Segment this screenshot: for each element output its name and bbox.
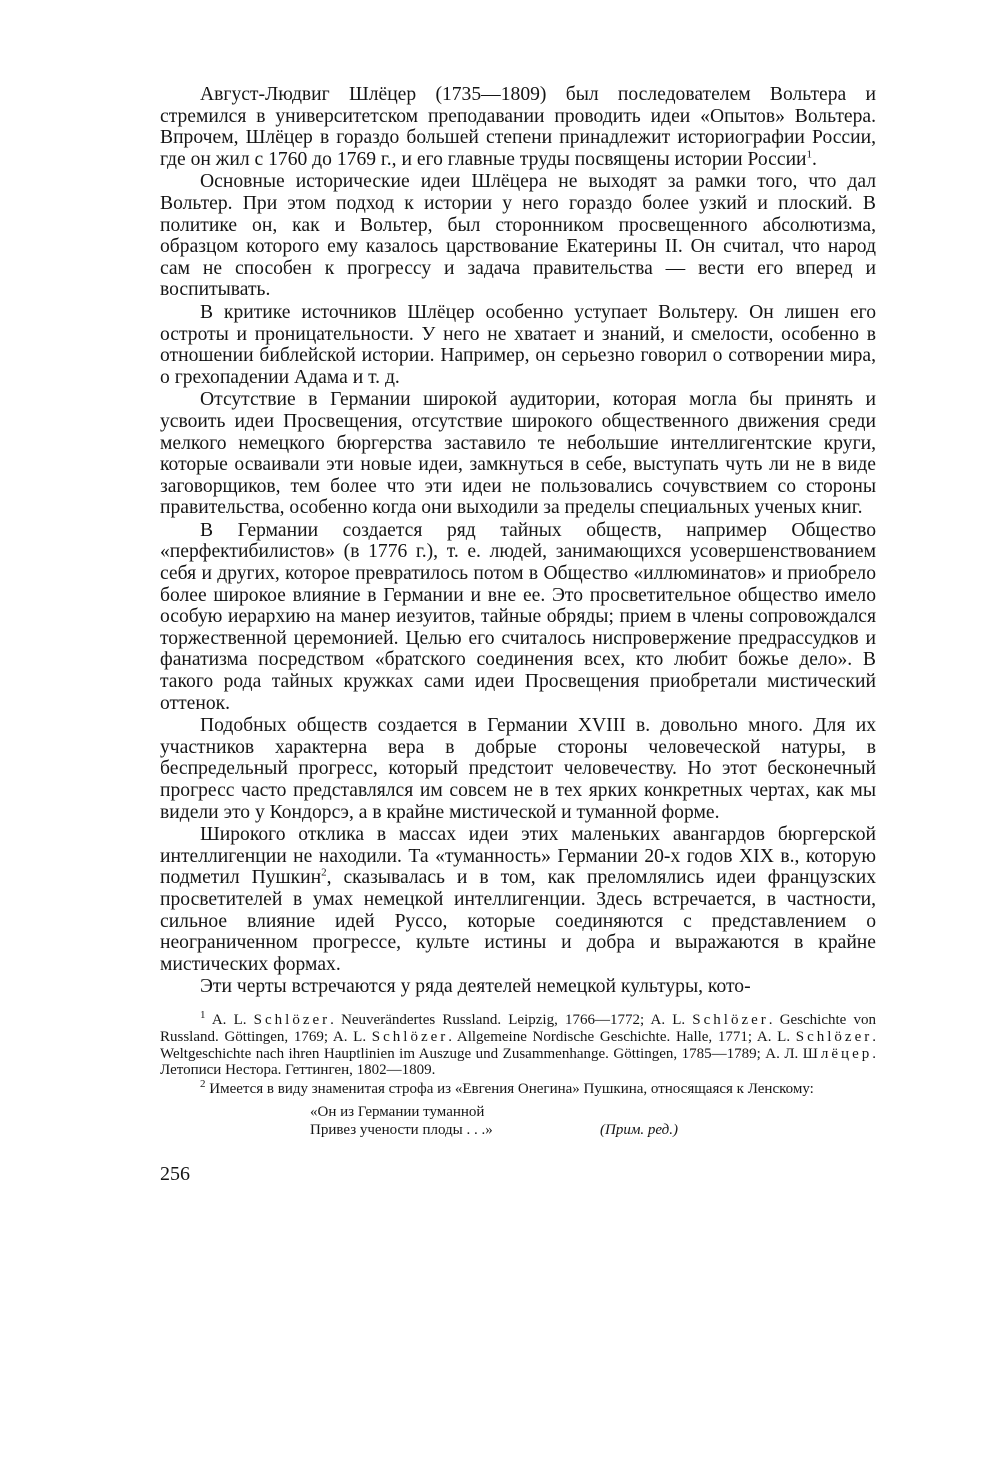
footnote-ref-1: 1: [806, 148, 813, 161]
footnote-1-mark: 1: [200, 1008, 206, 1021]
footnote-1-part: . Allgemeine Nordische Geschichte. Halle, 1771; A. L.: [448, 1028, 796, 1045]
verse-line-1: «Он из Германии туманной: [310, 1103, 485, 1120]
paragraph-7-text: Широкого отклика в массах идеи этих маленьких авангардов бюргерской интеллигенции не находили. Та «туманность» Германии 20-х годов XIX в., которую подметил Пушкин: [160, 824, 876, 889]
paragraph-1-text: Август-Людвиг Шлёцер (1735—1809) был последователем Вольтера и стремился в университетском преподавании проводить идеи «Опытов» Вольтера. Впрочем, Шлёцер в гораздо большей степени принадлежит историографии России, где он жил с 1760 до 1769 г., и его главные труды посвящены истории России: [160, 84, 876, 170]
author-name: Schlözer: [795, 1028, 873, 1045]
author-name: Schlözer: [253, 1011, 331, 1028]
footnote-2: [160, 1078, 876, 1098]
verse-line-2: Привез учености плоды . . .»: [310, 1121, 493, 1138]
footnote-1-part: . Weltgeschichte nach ihren Hauptlinien im Auszuge und Zusammenhange. Göttingen, 1785—1789; А. Л.: [160, 1028, 876, 1062]
paragraph-1: [160, 84, 876, 170]
paragraph-2: Основные исторические идеи Шлёцера не выходят за рамки того, что дал Вольтер. При этом подход к истории у него гораздо более узкий и плоский. В политике он, как и Вольтер, был сторонником просвещенного абсолютизма, образцом которого ему казалось царствование Екатерины II. Он считал, что народ сам не способен к прогрессу и задача правительства — вести его вперед и воспитывать.: [160, 171, 876, 301]
body-text: [160, 84, 876, 998]
footnote-1-part: . Neuverändertes Russland. Leipzig, 1766—1772; A. L.: [330, 1011, 693, 1028]
footnote-2-text: Имеется в виду знаменитая строфа из «Евгения Онегина» Пушкина, относящаяся к Ленскому:: [209, 1081, 814, 1098]
page: [160, 84, 876, 1185]
editor-note: (Прим. ред.): [600, 1121, 679, 1138]
footnote-1-part: . Geschichte von Russland. Göttingen, 1769; A. L.: [160, 1011, 876, 1045]
footnote-ref-2: 2: [321, 866, 327, 879]
author-name: Schlözer: [371, 1028, 449, 1045]
footnote-1: [160, 1008, 876, 1079]
paragraph-1-end: .: [812, 148, 817, 170]
author-name: Шлёцер: [802, 1045, 873, 1062]
paragraph-8: Эти черты встречаются у ряда деятелей немецкой культуры, кото-: [200, 976, 751, 998]
page-number: 256: [160, 1162, 190, 1185]
footnote-1-part: . Летописи Нестора. Геттинген, 1802—1809.: [160, 1045, 876, 1079]
paragraph-5: В Германии создается ряд тайных обществ, например Общество «перфектибилистов» (в 1776 г.), т. е. людей, занимающихся усовершенствованием себя и других, которое превратилось потом в Общество «иллюминатов» и приобрело более широкое влияние в Германии и вне ее. Это просветительное общество имело особую иерархию на манер иезуитов, тайные обряды; прием в члены сопровождался торжественной церемонией. Целью его считалось ниспровержение предрассудков и фанатизма посредством «братского соединения всех, кто любит божье дело». В такого рода тайных кружках сами идеи Просвещения приобретали мистический оттенок.: [160, 519, 876, 714]
paragraph-7: [160, 824, 876, 975]
verse-quote: [310, 1103, 876, 1139]
footnote-2-mark: 2: [200, 1078, 206, 1091]
paragraph-4: Отсутствие в Германии широкой аудитории, которая могла бы принять и усвоить идеи Просвещения, отсутствие широкого общественного движения среди мелкого немецкого бюргерства заставило те небольшие интеллигентские круги, которые осваивали эти новые идеи, замкнуться в себе, выступать чуть ли не в виде заговорщиков, тем более что эти идеи не пользовались сочувствием со стороны правительства, особенно когда они выходили за пределы специальных ученых книг.: [160, 389, 876, 519]
author-name: Schlözer: [692, 1011, 769, 1028]
footnotes: [160, 1008, 876, 1139]
paragraph-3: В критике источников Шлёцер особенно уступает Вольтеру. Он лишен его остроты и проницательности. У него не хватает и знаний, и смелости, особенно в отношении библейской истории. Например, он серьезно говорил о сотворении мира, о грехопадении Адама и т. д.: [160, 301, 876, 388]
footnote-1-part: A. L.: [211, 1011, 254, 1028]
paragraph-6: Подобных обществ создается в Германии XVIII в. довольно много. Для их участников характерна вера в добрые стороны человеческой натуры, в беспредельный прогресс, который предстоит человечеству. Но этот бесконечный прогресс часто представлялся им совсем не в тех ярких конкретных чертах, как мы видели это у Кондорсэ, а в крайне мистической и туманной форме.: [160, 715, 876, 823]
paragraph-7-tail: , сказывалась и в том, как преломлялись идеи французских просветителей в умах немецкой интеллигенции. Здесь встречается, в частности, сильное влияние идей Руссо, которые соединяются с представлением о неограниченном прогрессе, культе истины и добра и выражаются в крайне мистических формах.: [160, 867, 876, 975]
